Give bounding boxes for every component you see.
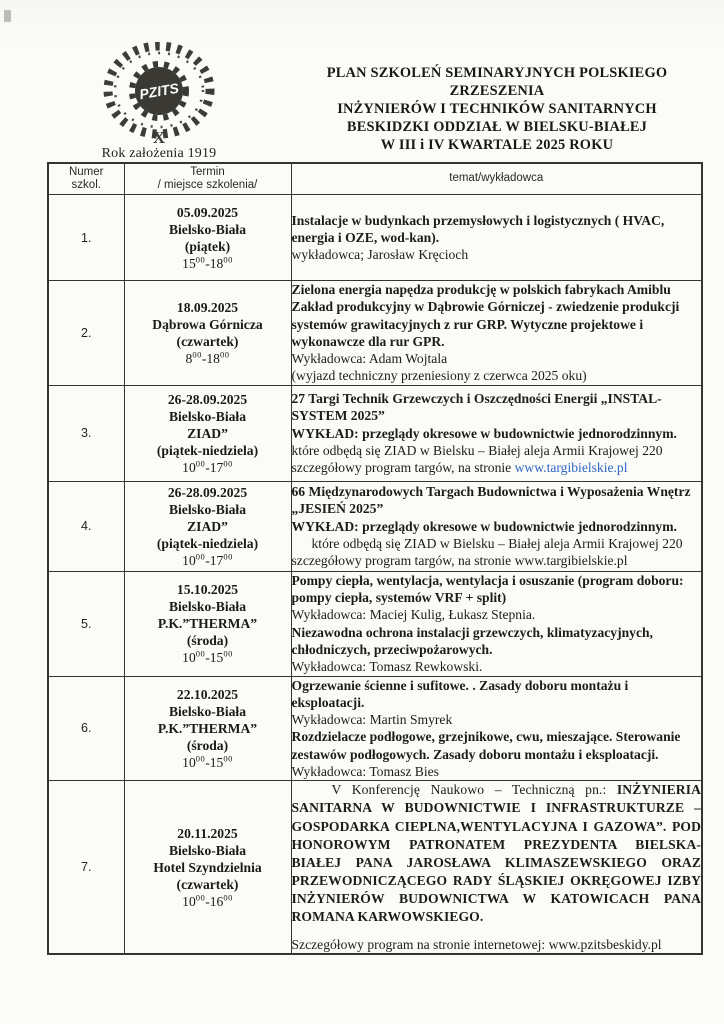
header-number-line: Numer <box>68 165 104 178</box>
session-number-cell: 2. <box>48 281 124 386</box>
topic-paragraph <box>292 552 702 569</box>
topic-paragraph <box>292 658 702 675</box>
session-term-place-cell <box>124 571 291 676</box>
session-when-line: $8^{00}-18^{00}$ <box>185 349 230 366</box>
session-when-line: (piątek-niedziela) <box>156 442 259 458</box>
session-term-place-cell <box>124 281 291 386</box>
session-when-line: P.K.”THERMA” <box>157 616 258 632</box>
topic-text: Wykładowca: Martin Smyrek <box>291 712 453 728</box>
session-term-place-cell <box>124 385 291 481</box>
topic-text: Wykładowca: Adam Wojtala <box>291 351 448 367</box>
session-when-line: Bielsko-Biała <box>168 703 247 719</box>
header-term-place <box>124 163 291 195</box>
session-when-line: Dąbrowa Górnicza <box>152 316 263 332</box>
schedule-rows <box>48 195 702 955</box>
scan-artifact <box>4 10 11 22</box>
title-line: ZRZESZENIA <box>449 83 545 99</box>
session-when-line: 22.10.2025 <box>176 686 239 702</box>
schedule-table <box>47 162 703 955</box>
hour-superscript: 00 <box>195 551 206 562</box>
session-when-line: $10^{00}-15^{00}$ <box>182 753 233 770</box>
title-line: PLAN SZKOLEŃ SEMINARYJNYCH POLSKIEGO <box>326 65 668 81</box>
session-when-line: 15.10.2025 <box>176 582 239 598</box>
session-when-line: 26-28.09.2025 <box>167 391 248 407</box>
session-when-line: ZIAD” <box>187 518 228 534</box>
svg-text:X: X <box>152 128 166 146</box>
header-term-line: Termin <box>190 165 225 178</box>
session-topic-cell <box>291 481 702 571</box>
topic-bold-text: Pompy ciepła, wentylacja, wentylacja i osuszanie (program doboru: pompy ciepła, systemów VRF + split) <box>291 572 684 606</box>
pzits-logo <box>86 42 232 162</box>
topic-paragraph <box>292 936 702 953</box>
topic-bold-text: Ogrzewanie ścienne i sufitowe. . Zasady doboru montażu i eksploatacji. <box>291 677 629 710</box>
topic-paragraph <box>292 535 702 552</box>
topic-paragraph <box>292 518 702 535</box>
session-number-cell: 4. <box>48 481 124 571</box>
session-when-line: ZIAD” <box>187 425 228 441</box>
document-title <box>286 64 708 154</box>
topic-paragraph <box>292 281 702 350</box>
header-number-line: szkol. <box>71 179 101 191</box>
topic-paragraph <box>292 425 702 442</box>
topic-text: Wykładowca: Tomasz Rewkowski. <box>291 659 483 675</box>
topic-text: Wykładowca: Maciej Kulig, Łukasz Stepnia. <box>291 607 536 623</box>
topic-paragraph <box>292 763 702 780</box>
header-term-line: / miejsce szkolenia/ <box>157 179 258 191</box>
session-when-line: P.K.”THERMA” <box>157 720 258 736</box>
session-when-line: Hotel Szyndzielnia <box>153 859 262 875</box>
session-number-cell: 7. <box>48 781 124 955</box>
laurel-wreath-gear-icon <box>94 42 224 146</box>
hour-superscript: 00 <box>223 551 233 562</box>
hour-superscript: 00 <box>195 892 206 903</box>
header-number <box>48 163 124 195</box>
session-when-line: Bielsko-Biała <box>168 501 247 517</box>
hour-superscript: 00 <box>223 253 233 264</box>
session-number-cell: 3. <box>48 385 124 481</box>
session-topic-cell <box>291 195 702 281</box>
session-when-line: (czwartek) <box>176 876 239 892</box>
session-when-line: 20.11.2025 <box>177 825 238 841</box>
title-line: W III i IV KWARTALE 2025 ROKU <box>380 137 614 153</box>
topic-bold-text: Rozdzielacze podłogowe, grzejnikowe, cwu, mieszające. Sterowanie zestawów podłogowych. Zasady doboru montażu i eksploatacji. <box>291 729 681 762</box>
founding-year-caption: Rok założenia 1919 <box>101 146 217 161</box>
topic-text: które odbędą się ZIAD w Bielsku – Białej aleja Armii Krajowej 220 <box>291 442 663 458</box>
topic-text: V Konferencję Naukowo – Techniczną pn.: <box>331 782 617 798</box>
topic-paragraph <box>292 367 702 384</box>
topic-paragraph <box>292 606 702 623</box>
session-term-place-cell <box>124 781 291 955</box>
topic-bold-text: 27 Targi Technik Grzewczych i Oszczędności Energii „INSTAL-SYSTEM 2025” <box>291 391 662 424</box>
website-link[interactable]: www.targibielskie.pl <box>514 460 628 476</box>
table-row <box>48 571 702 676</box>
topic-paragraph <box>292 212 702 247</box>
hour-superscript: 00 <box>219 349 230 360</box>
session-when-line: 05.09.2025 <box>176 204 239 220</box>
header-topic-lecturer: temat/wykładowca <box>291 163 702 195</box>
table-row <box>48 385 702 481</box>
topic-paragraph <box>292 390 702 425</box>
session-when-line: (środa) <box>186 737 229 753</box>
hour-superscript: 00 <box>223 892 233 903</box>
session-term-place-cell <box>124 195 291 281</box>
topic-paragraph <box>292 442 702 459</box>
session-when-line: Bielsko-Biała <box>168 408 247 424</box>
session-when-line: Bielsko-Biała <box>168 599 247 615</box>
session-when-line: $15^{00}-18^{00}$ <box>182 253 233 271</box>
topic-bold-text: INŻYNIERIA SANITARNA W BUDOWNICTWIE I INFRASTRUKTURZE – GOSPODARKA CIEPLNA,WENTYLACYJNA I GAZOWA”. POD HONOROWYM PATRONATEM PREZYDENTA BIELSKA-BIAŁEJ PANA JAROSŁAWA KLIMASZEWSKIEGO ORAZ PRZEWODNICZĄCEGO RADY ŚLĄSKIEJ OKRĘGOWEJ IZBY INŻYNIERÓW BUDOWNICTWA W KATOWICACH PANA ROMANA KARWOWSKIEGO. <box>291 782 701 924</box>
session-when-line: 18.09.2025 <box>176 299 239 315</box>
table-row <box>48 195 702 281</box>
hour-superscript: 00 <box>195 648 206 659</box>
topic-bold-text: WYKŁAD: przeglądy okresowe w budownictwie jednorodzinnym. <box>291 518 677 534</box>
hour-superscript: 00 <box>223 753 233 764</box>
topic-text: szczegółowy program targów, na stronie <box>291 460 515 476</box>
hour-superscript: 00 <box>195 458 206 469</box>
session-when-line: $10^{00}-17^{00}$ <box>182 458 233 475</box>
logo-acronym: PZITS <box>138 79 180 103</box>
topic-bold-text: Niezawodna ochrona instalacji grzewczych, klimatyzacyjnych, chłodniczych, przeciwpożarowych. <box>291 624 653 657</box>
topic-paragraph <box>292 781 702 926</box>
hour-superscript: 00 <box>195 253 206 264</box>
session-when-line: Bielsko-Biała <box>168 221 247 237</box>
topic-paragraph <box>292 728 702 763</box>
table-header-row <box>48 163 702 195</box>
session-term-place-cell <box>124 676 291 781</box>
session-when-line: $10^{00}-16^{00}$ <box>182 892 233 909</box>
session-topic-cell <box>291 385 702 481</box>
session-topic-cell <box>291 676 702 781</box>
hour-superscript: 00 <box>192 349 202 360</box>
topic-bold-text: Instalacje w budynkach przemysłowych i logistycznych ( HVAC, energia i OZE, wod-kan). <box>291 212 665 245</box>
topic-text: Wykładowca: Tomasz Bies <box>291 764 439 780</box>
topic-text: które odbędą się ZIAD w Bielsku – Białej aleja Armii Krajowej 220 <box>311 535 683 551</box>
topic-paragraph <box>292 246 702 263</box>
session-when-line: (piątek-niedziela) <box>156 535 259 551</box>
topic-text: (wyjazd techniczny przeniesiony z czerwca 2025 oku) <box>291 368 587 384</box>
session-when-line: (środa) <box>186 633 229 649</box>
topic-bold-text: WYKŁAD: przeglądy okresowe w budownictwie jednorodzinnym. <box>291 425 677 441</box>
table-row <box>48 676 702 781</box>
topic-paragraph <box>292 483 702 518</box>
session-topic-cell <box>291 571 702 676</box>
topic-bold-text: Zielona energia napędza produkcję w polskich fabrykach Amiblu Zakład produkcyjny w Dąbrowie Górniczej - zwiedzenie produkcji systemów grawitacyjnych z rur GRP. Wytyczne projektowe i wykonawcze dla rur GPR. <box>291 282 680 349</box>
topic-paragraph <box>292 711 702 728</box>
topic-paragraph <box>292 459 702 476</box>
table-row <box>48 481 702 571</box>
hour-superscript: 00 <box>223 458 233 469</box>
hour-superscript: 00 <box>195 753 206 764</box>
session-topic-cell <box>291 281 702 386</box>
topic-paragraph <box>292 624 702 659</box>
session-when-line: (piątek) <box>184 238 231 254</box>
session-topic-cell <box>291 781 702 955</box>
session-when-line: (czwartek) <box>176 333 239 349</box>
table-row <box>48 781 702 955</box>
session-when-line: $10^{00}-17^{00}$ <box>182 551 233 568</box>
title-line: BESKIDZKI ODDZIAŁ W BIELSKU-BIAŁEJ <box>346 119 648 135</box>
session-number-cell: 1. <box>48 195 124 281</box>
title-line: INŻYNIERÓW I TECHNIKÓW SANITARNYCH <box>337 101 657 117</box>
hour-superscript: 00 <box>223 648 233 659</box>
session-when-line: Bielsko-Biała <box>168 842 247 858</box>
topic-bold-text: 66 Międzynarodowych Targach Budownictwa i Wyposażenia Wnętrz „JESIEŃ 2025” <box>291 484 691 517</box>
session-when-line: 26-28.09.2025 <box>167 484 248 500</box>
session-term-place-cell <box>124 481 291 571</box>
topic-paragraph <box>292 677 702 712</box>
session-number-cell: 6. <box>48 676 124 781</box>
table-row <box>48 281 702 386</box>
session-when-line: $10^{00}-15^{00}$ <box>182 648 233 666</box>
topic-text: wykładowca; Jarosław Kręcioch <box>291 247 469 263</box>
session-number-cell: 5. <box>48 571 124 676</box>
topic-paragraph <box>292 350 702 367</box>
topic-text: szczegółowy program targów, na stronie www.targibielskie.pl <box>291 553 628 569</box>
topic-text: Szczegółowy program na stronie internetowej: www.pzitsbeskidy.pl <box>291 937 662 953</box>
topic-paragraph <box>292 572 702 607</box>
